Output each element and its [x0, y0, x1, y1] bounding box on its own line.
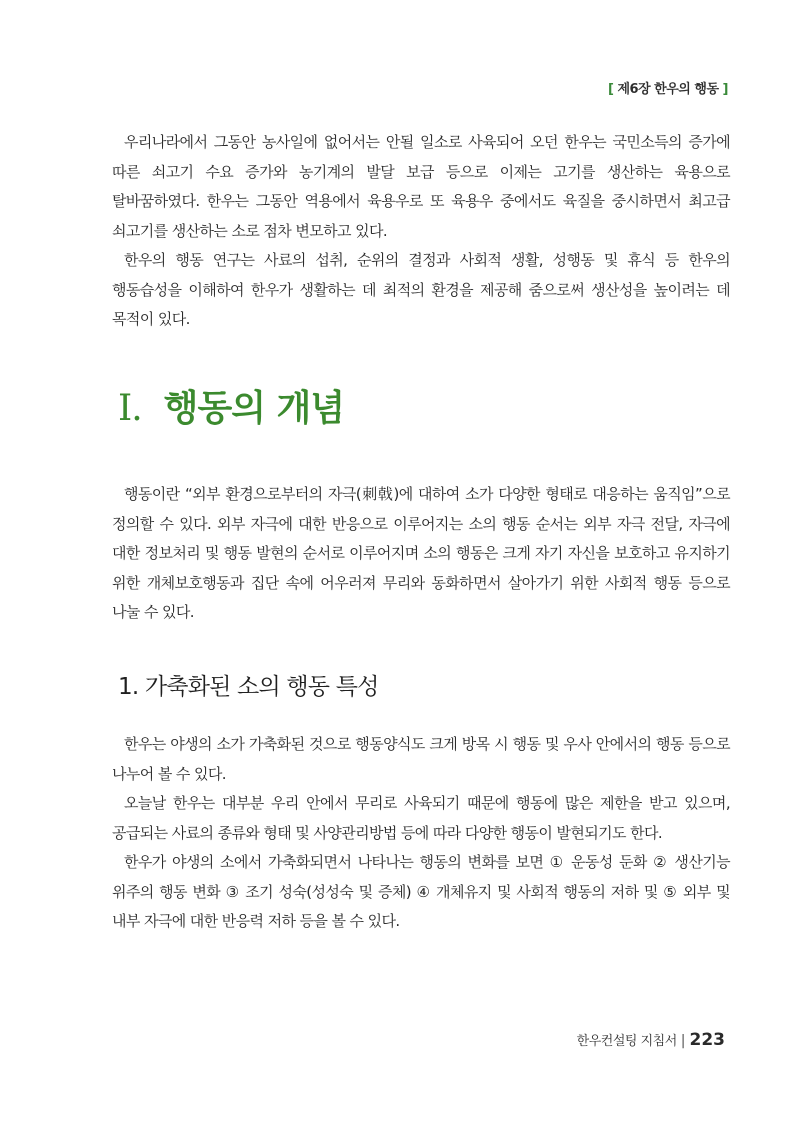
concept-paragraph-1: 행동이란 “외부 환경으로부터의 자극(刺戟)에 대하여 소가 다양한 형태로 대응하는 움직임”으로 정의할 수 있다. 외부 자극에 대한 반응으로 이루어지는 소의 행동 순서는 외부 자극 전달, 자극에 대한 정보처리 및 행동 발현의 순서로 이루어지며 소의 행동은 크게 자기 자신을 보호하고 유지하기 위한 개체보호행동과 집단 속에 어우러져 무리와 동화하면서 살아가기 위한 사회적 행동 등으로 나눌 수 있다.: [112, 485, 730, 621]
chapter-title: 행동의 개념: [163, 388, 345, 429]
section-text: [112, 730, 730, 937]
footer-separator: |: [680, 1033, 686, 1049]
concept-text: [112, 480, 730, 628]
chapter-label: 제6장 한우의 행동: [617, 82, 719, 97]
page-number: 223: [689, 1030, 725, 1050]
section-paragraph-3: 한우가 야생의 소에서 가축화되면서 나타나는 행동의 변화를 보면 ① 운동성 둔화 ② 생산기능 위주의 행동 변화 ③ 조기 성숙(성성숙 및 증체) ④ 개체유지 및 사회적 행동의 저하 및 ⑤ 외부 및 내부 자극에 대한 반응력 저하 등을 볼 수 있다.: [112, 853, 730, 930]
header-bracket-open: [: [608, 82, 614, 97]
intro-text: [112, 128, 730, 335]
section-heading: 1. 가축화된 소의 행동 특성: [118, 674, 379, 700]
section-paragraph-1: 한우는 야생의 소가 가축화된 것으로 행동양식도 크게 방목 시 행동 및 우사 안에서의 행동 등으로 나누어 볼 수 있다.: [112, 735, 730, 783]
page-footer: [577, 1030, 725, 1050]
running-header: [608, 78, 728, 97]
header-bracket-close: ]: [722, 82, 728, 97]
footer-series-title: 한우컨설팅 지침서: [576, 1034, 677, 1049]
intro-paragraph-1: 우리나라에서 그동안 농사일에 없어서는 안될 일소로 사육되어 오던 한우는 국민소득의 증가에 따른 쇠고기 수요 증가와 농기계의 발달 보급 등으로 이제는 고기를 생산하는 육용으로 탈바꿈하였다. 한우는 그동안 역용에서 육용우로 또 육용우 중에서도 육질을 중시하면서 최고급 쇠고기를 생산하는 소로 점차 변모하고 있다.: [112, 133, 730, 240]
chapter-heading: [118, 380, 344, 431]
chapter-number: Ⅰ.: [118, 388, 142, 429]
section-paragraph-2: 오늘날 한우는 대부분 우리 안에서 무리로 사육되기 때문에 행동에 많은 제한을 받고 있으며, 공급되는 사료의 종류와 형태 및 사양관리방법 등에 따라 다양한 행동이 발현되기도 한다.: [112, 794, 730, 842]
intro-paragraph-2: 한우의 행동 연구는 사료의 섭취, 순위의 결정과 사회적 생활, 성행동 및 휴식 등 한우의 행동습성을 이해하여 한우가 생활하는 데 최적의 환경을 제공해 줌으로써 생산성을 높이려는 데 목적이 있다.: [112, 251, 730, 328]
